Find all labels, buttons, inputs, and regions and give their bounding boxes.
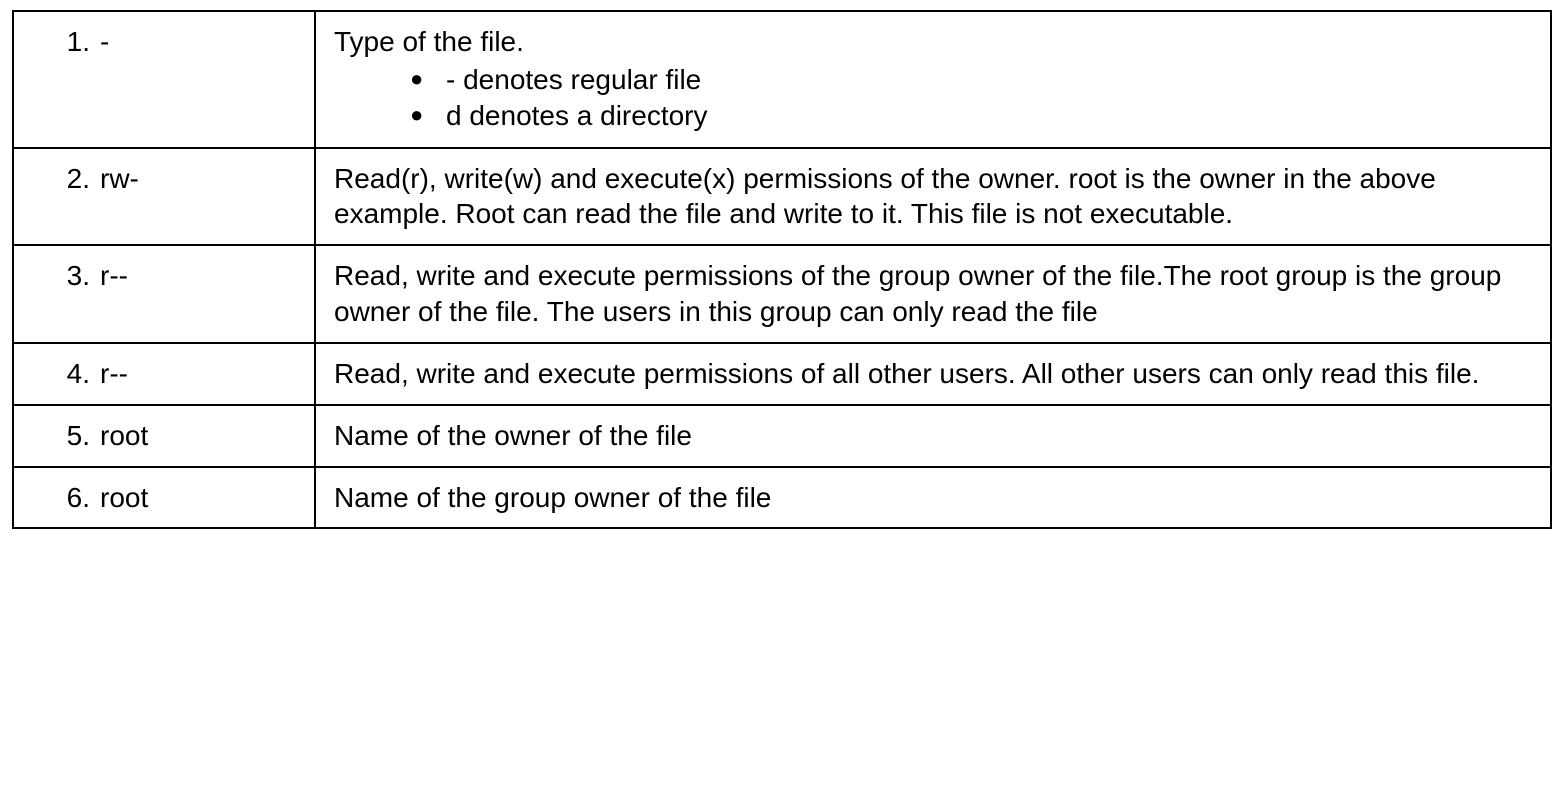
row-description: Type of the file. (334, 26, 524, 57)
row-description-cell (315, 405, 1551, 467)
table-row (13, 245, 1551, 343)
list-item (410, 62, 1534, 98)
row-description: Name of the owner of the file (334, 419, 692, 451)
row-index: 1. (66, 26, 90, 57)
row-description-cell (315, 148, 1551, 246)
row-index: 6. (66, 481, 90, 513)
bullet-list (334, 62, 1534, 135)
bullet-dot-icon: ● (410, 102, 424, 128)
row-value: rw- (100, 162, 139, 194)
row-description: Read(r), write(w) and execute(x) permissions of the owner. root is the owner in the above example. Root can read the file and write to it. This file is not executable. (334, 162, 1436, 230)
row-description-cell (315, 245, 1551, 343)
row-index: 4. (66, 357, 90, 389)
row-value: root (100, 481, 149, 513)
row-description: Read, write and execute permissions of the group owner of the file.The root group is the group owner of the file. The users in this group can only read the file (334, 260, 1502, 328)
bullet-text: - denotes regular file (446, 63, 702, 95)
row-item-cell (13, 343, 315, 405)
row-item-cell (13, 148, 315, 246)
row-description-cell (315, 343, 1551, 405)
table-row (13, 148, 1551, 246)
row-description-cell (315, 11, 1551, 148)
row-value: r-- (100, 260, 128, 292)
row-item-cell (13, 11, 315, 148)
bullet-dot-icon: ● (410, 65, 424, 91)
row-description: Name of the group owner of the file (334, 481, 772, 513)
table-row (13, 405, 1551, 467)
row-item-cell (13, 467, 315, 529)
table-row (13, 343, 1551, 405)
row-description-cell (315, 467, 1551, 529)
row-value: r-- (100, 357, 128, 389)
list-item (410, 98, 1534, 134)
row-index: 3. (66, 260, 90, 292)
row-index: 2. (66, 162, 90, 194)
table-row (13, 467, 1551, 529)
table-row (13, 11, 1551, 148)
row-description: Read, write and execute permissions of all other users. All other users can only read this file. (334, 357, 1480, 389)
row-value: - (100, 26, 110, 57)
row-item-cell (13, 405, 315, 467)
file-permissions-table (12, 10, 1552, 529)
row-value: root (100, 419, 149, 451)
row-item-cell (13, 245, 315, 343)
bullet-text: d denotes a directory (446, 100, 708, 132)
row-index: 5. (66, 419, 90, 451)
